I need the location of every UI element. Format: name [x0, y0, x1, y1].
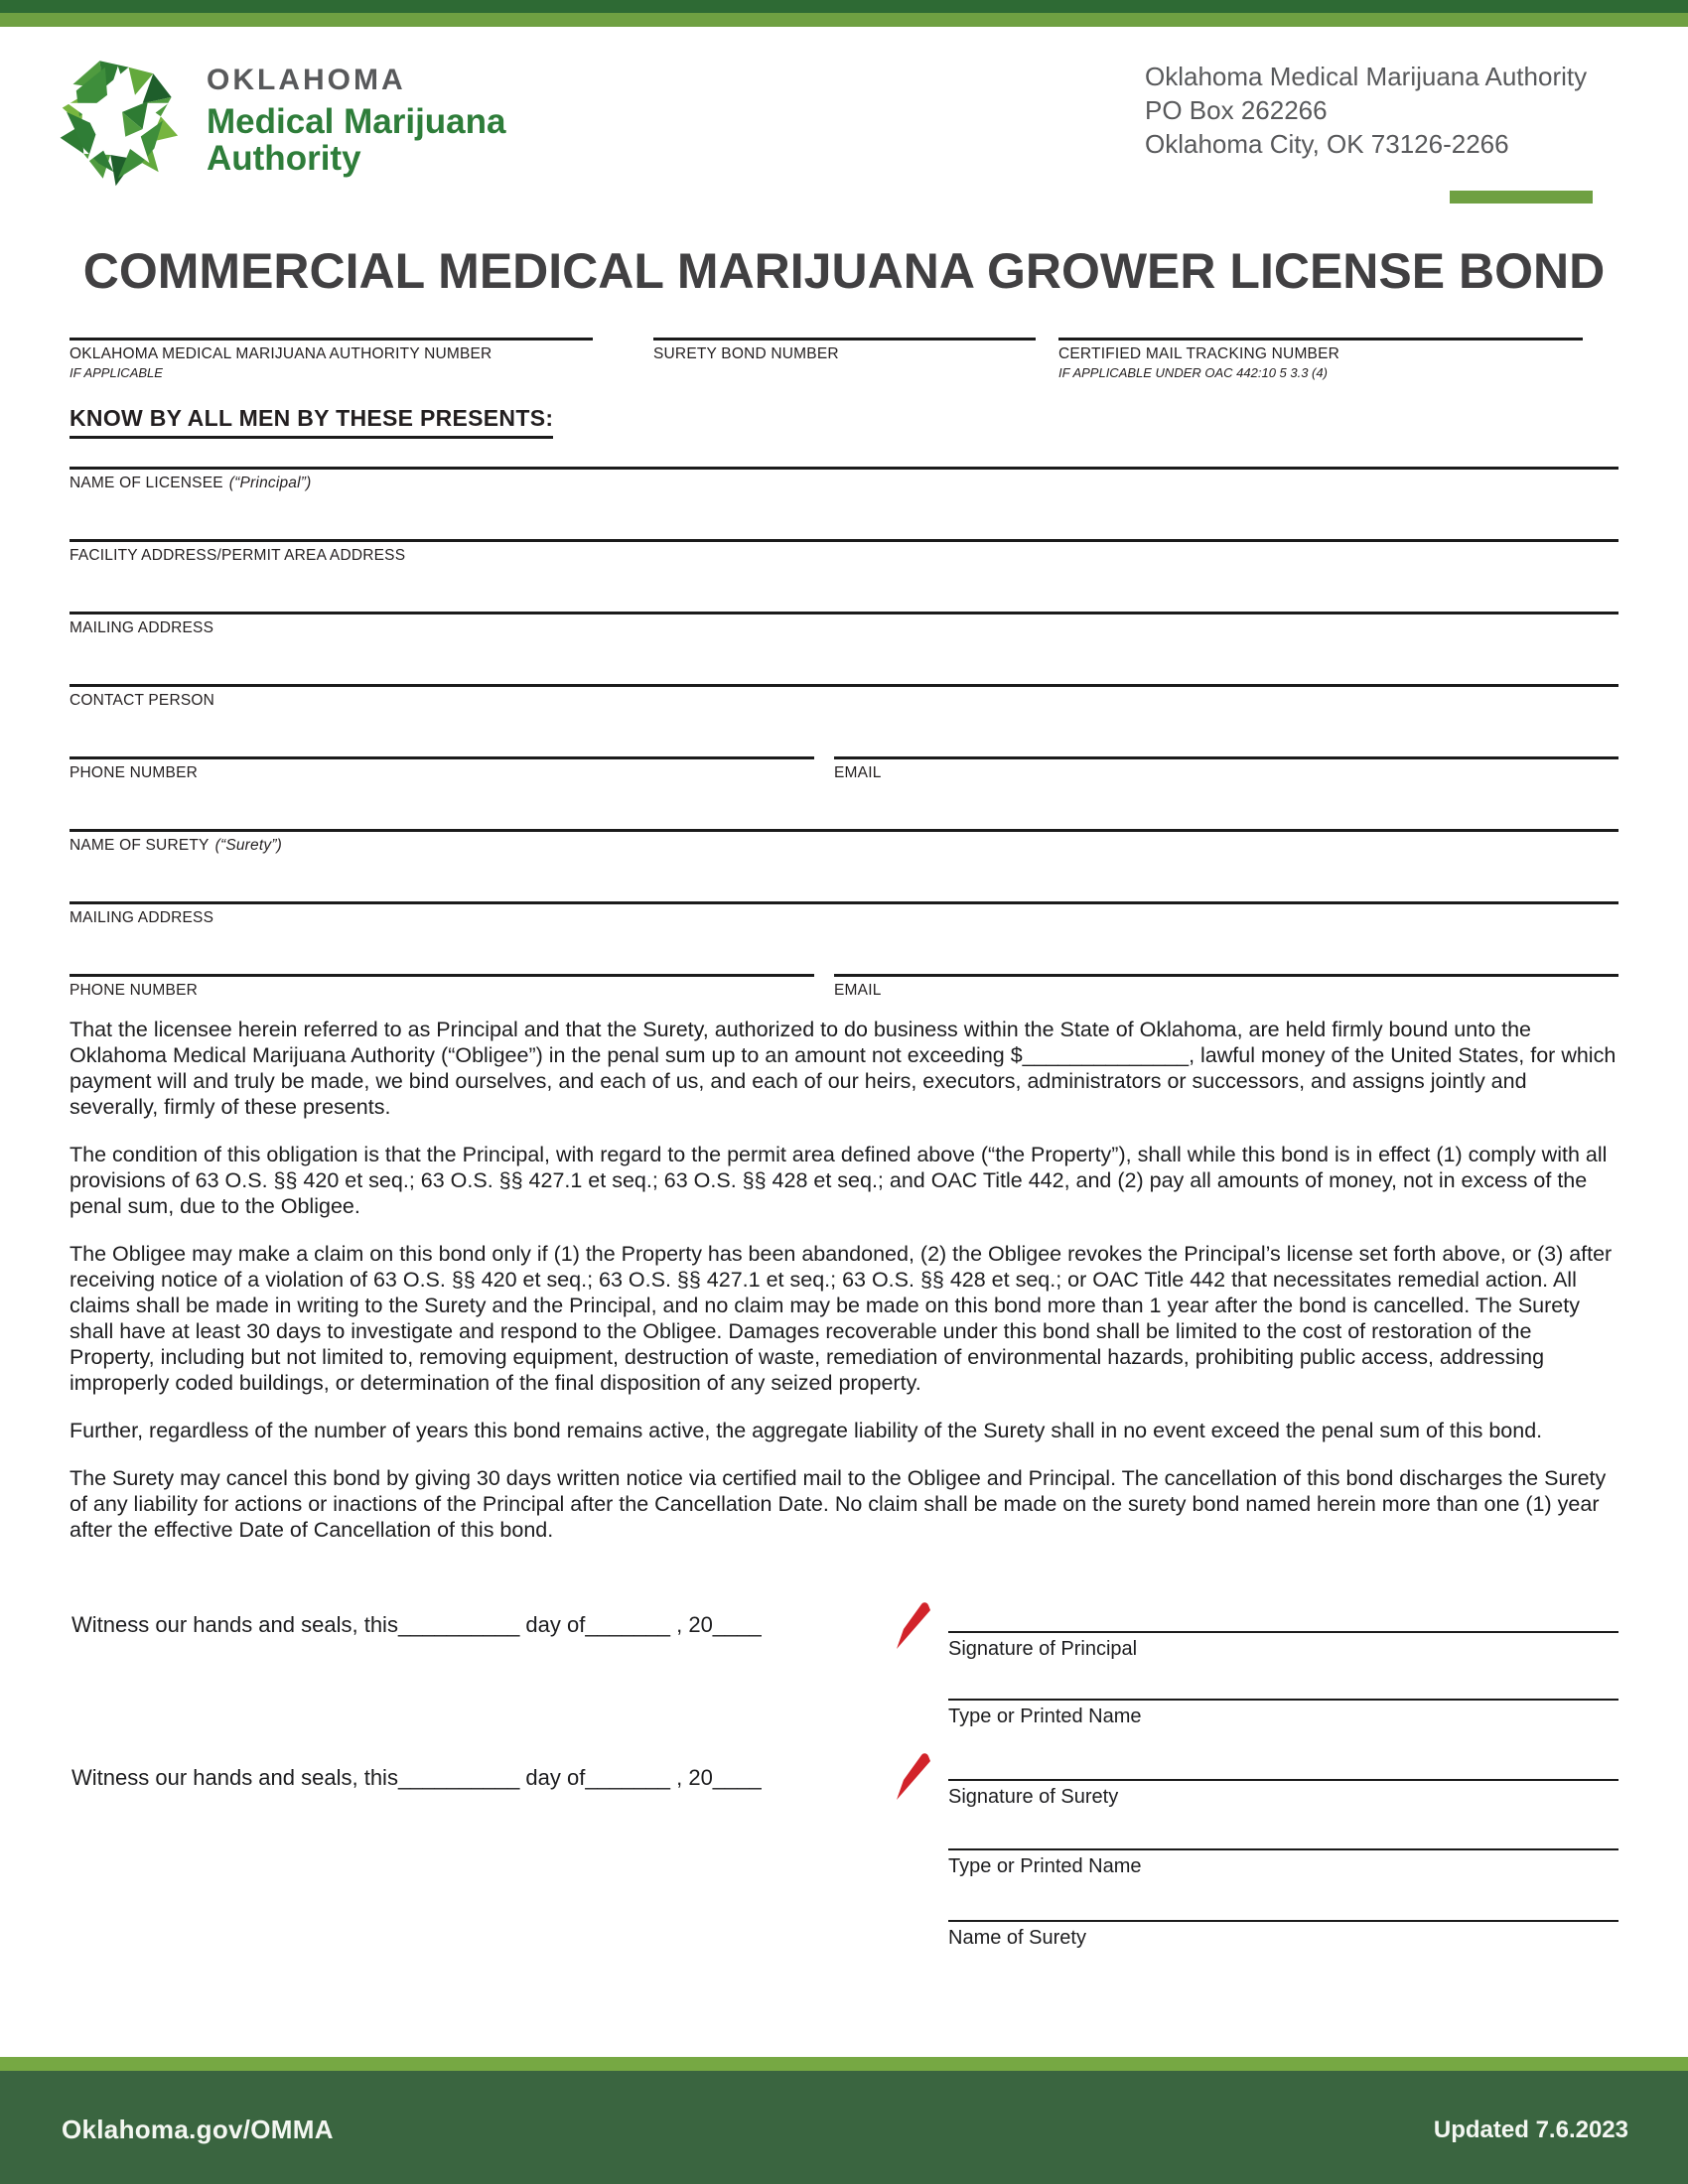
- licensee-phone-email-row: [70, 756, 1618, 783]
- surety-phone-label: PHONE NUMBER: [70, 982, 198, 999]
- form-body: [70, 328, 1618, 1991]
- surety-mailing-address-line[interactable]: [70, 901, 1618, 904]
- facility-address-line[interactable]: [70, 539, 1618, 542]
- footer-omma-link[interactable]: Oklahoma.gov/OMMA: [62, 2115, 334, 2144]
- signature-section: [70, 1594, 1618, 1991]
- licensee-phone-field: [70, 756, 814, 783]
- principal-signature-label: Signature of Principal: [948, 1638, 1138, 1660]
- penal-sum-paragraph: That the licensee herein referred to as Principal and that the Surety, authorized to do business within the State of Oklahoma, are held firmly bound unto the Oklahoma Medical Marijuana Authority (“Obligee”) in the penal sum up to an amount not exceeding $______________, lawful money of the United States, for which payment will and truly be made, we bind ourselves, and each of us, and each of our heirs, executors, administrators or successors, and assigns jointly and severally, firmly of these presents.: [70, 1018, 1617, 1119]
- licensee-email-label: EMAIL: [834, 764, 882, 781]
- licensee-mailing-address-field: [70, 612, 1618, 638]
- licensee-phone-line[interactable]: [70, 756, 814, 759]
- omma-number-field: [70, 338, 593, 381]
- logo-authority-text: Authority: [207, 139, 361, 178]
- footer-stripe: [0, 2057, 1688, 2071]
- witness-date-line-principal[interactable]: Witness our hands and seals, this__________ day of_______ , 20____: [71, 1612, 762, 1637]
- obligation-condition-paragraph: The condition of this obligation is that the Principal, with regard to the permit area defined above (“the Property”), shall while this bond is in effect (1) comply with all provisions of 63 O.S. §§ 420 et seq.; 63 O.S. §§ 427.1 et seq.; 63 O.S. §§ 428 et seq.; and OAC Title 442, and (2) pay all amounts of money, not in excess of the penal sum, due to the Obligee.: [70, 1143, 1608, 1218]
- tracking-number-field: [1058, 338, 1583, 381]
- surety-phone-line[interactable]: [70, 974, 814, 977]
- address-line-1: Oklahoma Medical Marijuana Authority: [1145, 62, 1588, 91]
- principal-printed-name-label: Type or Printed Name: [948, 1706, 1142, 1727]
- logo-medical-marijuana-text: Medical Marijuana: [207, 102, 506, 141]
- licensee-name-line[interactable]: [70, 467, 1618, 470]
- omma-logo-wordmark: [207, 66, 505, 177]
- tracking-number-note: IF APPLICABLE UNDER OAC 442:10 5 3.3 (4): [1058, 365, 1328, 380]
- witness-date-line-surety[interactable]: Witness our hands and seals, this__________ day of_______ , 20____: [71, 1765, 762, 1790]
- page-title: COMMERCIAL MEDICAL MARIJUANA GROWER LICENSE BOND: [82, 243, 1606, 299]
- surety-email-label: EMAIL: [834, 982, 882, 999]
- surety-company-name-line[interactable]: [948, 1920, 1618, 1922]
- pen-icon: [894, 1600, 931, 1652]
- contact-person-label: CONTACT PERSON: [70, 692, 215, 709]
- surety-name-line[interactable]: [70, 829, 1618, 832]
- contact-person-field: [70, 684, 1618, 711]
- surety-bond-number-line[interactable]: [653, 338, 1036, 341]
- surety-company-name-label: Name of Surety: [948, 1927, 1086, 1949]
- aggregate-liability-paragraph: Further, regardless of the number of years this bond remains active, the aggregate liability of the Surety shall in no event exceed the penal sum of this bond.: [70, 1419, 1543, 1442]
- omma-number-note: IF APPLICABLE: [70, 365, 163, 380]
- top-border-light: [0, 13, 1688, 27]
- header-accent-bar: [1450, 191, 1593, 204]
- pen-icon: [894, 1751, 931, 1803]
- address-line-2: PO Box 262266: [1145, 95, 1328, 125]
- tracking-number-label: CERTIFIED MAIL TRACKING NUMBER: [1058, 345, 1340, 362]
- omma-number-line[interactable]: [70, 338, 593, 341]
- licensee-phone-label: PHONE NUMBER: [70, 764, 198, 781]
- omma-number-label: OKLAHOMA MEDICAL MARIJUANA AUTHORITY NUMBER: [70, 345, 492, 362]
- facility-address-label: FACILITY ADDRESS/PERMIT AREA ADDRESS: [70, 547, 406, 564]
- footer-band: [0, 2071, 1688, 2184]
- reference-number-fields: [70, 338, 1618, 381]
- contact-person-line[interactable]: [70, 684, 1618, 687]
- surety-name-field: [70, 829, 1618, 856]
- surety-phone-field: [70, 974, 814, 1001]
- cancellation-paragraph: The Surety may cancel this bond by giving 30 days written notice via certified mail to the Obligee and Principal. The cancellation of this bond discharges the Surety of any liability for actions or inactions of the Principal after the Cancellation Date. No claim shall be made on the surety bond named herein more than one (1) year after the effective Date of Cancellation of this bond.: [70, 1466, 1607, 1542]
- licensee-mailing-address-line[interactable]: [70, 612, 1618, 614]
- surety-signature-label: Signature of Surety: [948, 1786, 1119, 1808]
- principal-printed-name-line[interactable]: [948, 1699, 1618, 1701]
- claim-conditions-paragraph: The Obligee may make a claim on this bond only if (1) the Property has been abandoned, (2) the Obligee revokes the Principal’s license set forth above, or (3) after receiving notice of a violation of 63 O.S. §§ 420 et seq.; 63 O.S. §§ 427.1 et seq.; 63 O.S. §§ 428 et seq.; or OAC Title 442 that necessitates remedial action. All claims shall be made in writing to the Surety and the Principal, and no claim may be made on this bond more than 1 year after the bond is cancelled. The Surety shall have at least 30 days to investigate and respond to the Obligee. Damages recoverable under this bond shall be limited to the cost of restoration of the Property, including but not limited to, removing equipment, destruction of waste, remediation of environmental hazards, prohibiting public access, addressing improperly coded buildings, or determination of the final disposition of any seized property.: [70, 1242, 1613, 1395]
- surety-printed-name-line[interactable]: [948, 1848, 1618, 1850]
- top-border-dark: [0, 0, 1688, 13]
- licensee-name-label: NAME OF LICENSEE (“Principal”): [70, 475, 312, 491]
- surety-mailing-address-field: [70, 901, 1618, 928]
- omma-logo-star-icon: [52, 52, 191, 203]
- licensee-email-line[interactable]: [834, 756, 1618, 759]
- surety-printed-name-label: Type or Printed Name: [948, 1855, 1142, 1877]
- surety-name-label: NAME OF SURETY (“Surety”): [70, 837, 283, 854]
- logo-oklahoma-text: OKLAHOMA: [207, 64, 406, 96]
- surety-phone-email-row: [70, 974, 1618, 1001]
- facility-address-field: [70, 539, 1618, 566]
- bond-terms: [70, 1017, 1618, 1543]
- principal-signature-line[interactable]: [948, 1631, 1618, 1633]
- know-by-all-men-heading: KNOW BY ALL MEN BY THESE PRESENTS:: [70, 405, 1618, 439]
- surety-email-line[interactable]: [834, 974, 1618, 977]
- licensee-name-field: [70, 467, 1618, 493]
- tracking-number-line[interactable]: [1058, 338, 1583, 341]
- licensee-email-field: [834, 756, 1618, 783]
- surety-mailing-address-label: MAILING ADDRESS: [70, 909, 214, 926]
- surety-signature-line[interactable]: [948, 1779, 1618, 1781]
- surety-bond-number-label: SURETY BOND NUMBER: [653, 345, 839, 362]
- footer-updated-date: Updated 7.6.2023: [1433, 2116, 1628, 2143]
- surety-email-field: [834, 974, 1618, 1001]
- header-mailing-address: [1145, 60, 1587, 161]
- licensee-mailing-address-label: MAILING ADDRESS: [70, 619, 214, 636]
- address-line-3: Oklahoma City, OK 73126-2266: [1145, 129, 1509, 159]
- surety-bond-number-field: [653, 338, 1036, 381]
